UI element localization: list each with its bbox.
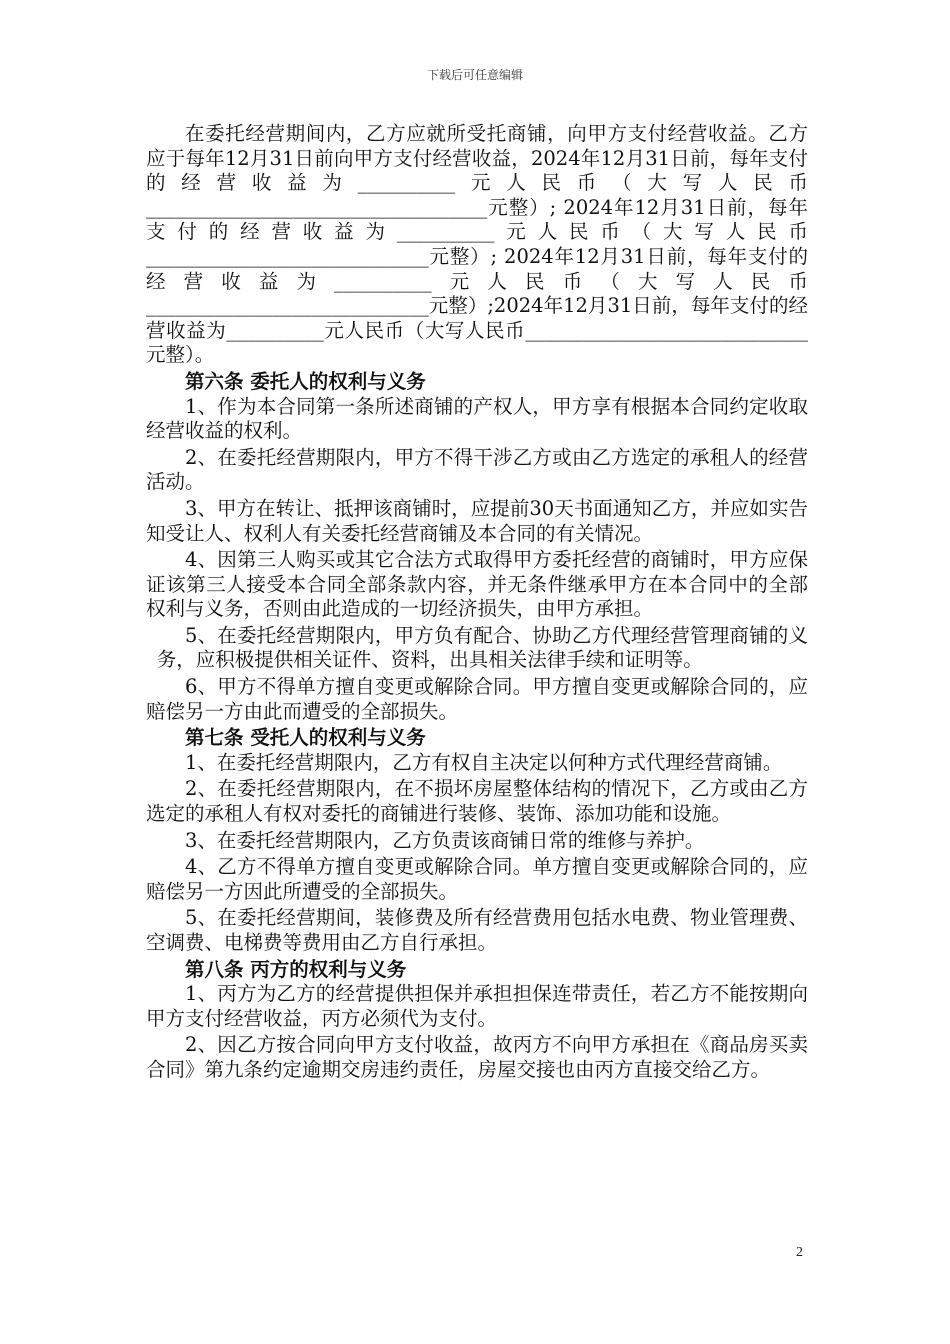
article-7-item-5: 5、在委托经营期间，装修费及所有经营费用包括水电费、物业管理费、空调费、电梯费等费用由乙方自行承担。 [146, 906, 808, 954]
article-7-item-3: 3、在委托经营期限内，乙方负责该商铺日常的维修与养护。 [185, 828, 705, 852]
article-6-item-3: 3、甲方在转让、抵押该商铺时，应提前30天书面通知乙方，并应如实告知受让人、权利人有关委托经营商铺及本合同的有关情况。 [146, 496, 808, 545]
article-7-item-1: 1、在委托经营期限内，乙方有权自主决定以何种方式代理经营商铺。 [185, 750, 783, 774]
article-7-item-2: 2、在委托经营期限内，在不损坏房屋整体结构的情况下，乙方或由乙方选定的承租人有权对委托的商铺进行装修、装饰、添加功能和设施。 [146, 777, 808, 826]
article-6-item-4: 4、因第三人购买或其它合法方式取得甲方委托经营的商铺时，甲方应保证该第三人接受本合同全部条款内容，并无条件继承甲方在本合同中的全部权利与义务，否则由此造成的一切经济损失，由甲方承担。 [146, 548, 808, 621]
article-6-item-1: 1、作为本合同第一条所述商铺的产权人，甲方享有根据本合同约定收取经营收益的权利。 [146, 394, 808, 443]
article-7-heading: 第七条 受托人的权利与义务 [185, 726, 426, 750]
article-6-item-5: 5、在委托经营期限内，甲方负有配合、协助乙方代理经营管理商铺的义务，应积极提供相关证件、资料，出具相关法律手续和证明等。 [156, 623, 808, 672]
page-number: 2 [796, 1245, 803, 1260]
article-8-item-1: 1、丙方为乙方的经营提供担保并承担担保连带责任，若乙方不能按期向甲方支付经营收益，丙方必须代为支付。 [146, 982, 808, 1030]
article-7-item-4: 4、乙方不得单方擅自变更或解除合同。单方擅自变更或解除合同的，应赔偿另一方因此所遭受的全部损失。 [146, 855, 808, 903]
income-paragraph: 在委托经营期间内，乙方应就所受托商铺，向甲方支付经营收益。乙方应于每年12月31日前向甲方支付经营收益，2024年12月31日前，每年支付的经营收益为__________元人民币（大写人民币___________________________________元整）; 2024年12月31日前，每年支付的经营收益为__________元人民币（大写人民币_____________________________元整）; 2024年12月31日前，每年支付的经营收益为__________元人民币（大写人民币_____________________________元整）;2024年12月31日前，每年支付的经营收益为__________元人民币（大写人民币_____________________________元整）。 [146, 122, 808, 367]
article-6-item-2: 2、在委托经营期限内，甲方不得干涉乙方或由乙方选定的承租人的经营活动。 [146, 445, 808, 494]
page-header: 下载后可任意编辑 [426, 68, 523, 82]
document-body [146, 122, 808, 1083]
article-8-item-2: 2、因乙方按合同向甲方支付收益，故丙方不向甲方承担在《商品房买卖合同》第九条约定逾期交房违约责任，房屋交接也由丙方直接交给乙方。 [146, 1033, 808, 1081]
article-8-heading: 第八条 丙方的权利与义务 [185, 957, 407, 981]
article-6-item-6: 6、甲方不得单方擅自变更或解除合同。甲方擅自变更或解除合同的，应赔偿另一方由此而遭受的全部损失。 [146, 675, 808, 723]
article-6-heading: 第六条 委托人的权利与义务 [185, 369, 426, 393]
